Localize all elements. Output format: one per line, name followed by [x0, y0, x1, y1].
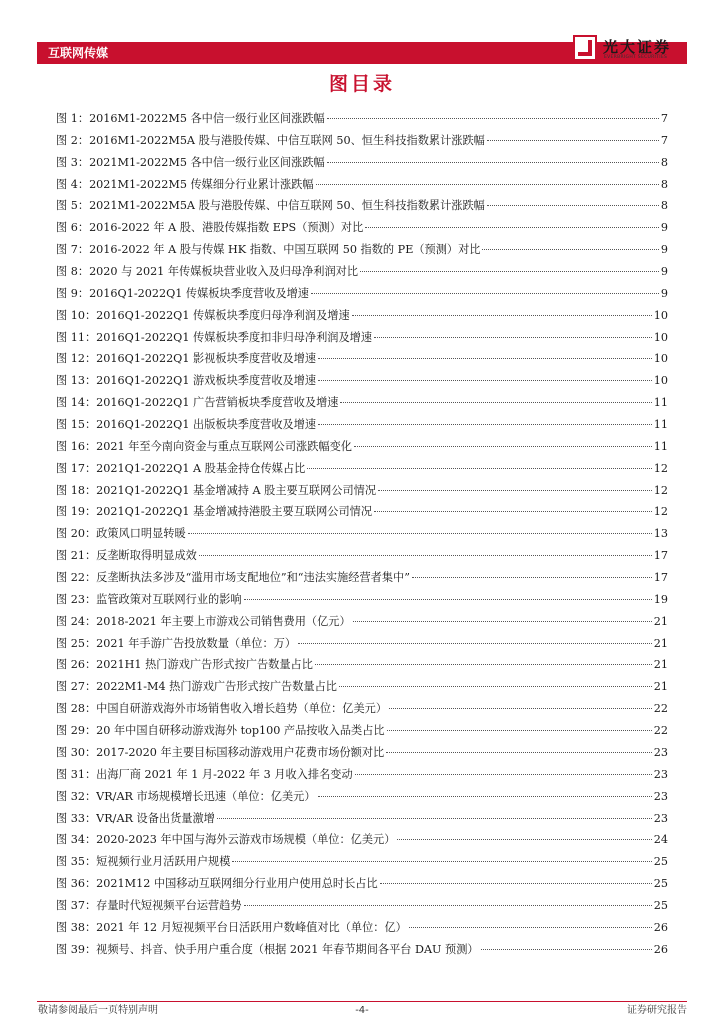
- toc-entry[interactable]: [56, 873, 668, 895]
- toc-entry-number: 图 34：: [56, 833, 97, 847]
- toc-entry-title: 反垄断取得明显成效: [96, 549, 197, 563]
- toc-dot-leader: [352, 315, 652, 316]
- toc-entry-title: 2016Q1-2022Q1 广告营销板块季度营收及增速: [96, 396, 339, 410]
- toc-entry-number: 图 21：: [56, 549, 97, 563]
- toc-entry[interactable]: [56, 283, 668, 305]
- toc-entry-page: 26: [653, 942, 668, 956]
- toc-entry-number: 图 10：: [56, 308, 97, 322]
- toc-dot-leader: [387, 730, 652, 731]
- toc-dot-leader: [355, 774, 652, 775]
- toc-entry-page: 11: [653, 439, 668, 453]
- toc-dot-leader: [188, 533, 652, 534]
- toc-entry[interactable]: [56, 611, 668, 633]
- toc-entry-number: 图 1：: [56, 112, 90, 125]
- toc-entry[interactable]: [56, 633, 668, 655]
- toc-entry-page: 25: [653, 898, 668, 912]
- toc-entry-title: 2017-2020 年主要目标国移动游戏用户花费市场份额对比: [96, 745, 385, 759]
- toc-entry[interactable]: [56, 370, 668, 392]
- toc-entry-page: 9: [660, 265, 668, 279]
- toc-entry-title: 2016M1-2022M5 各中信一级行业区间涨跌幅: [89, 112, 325, 125]
- toc-entry[interactable]: [56, 698, 668, 720]
- toc-dot-leader: [327, 162, 659, 163]
- toc-dot-leader: [487, 205, 659, 206]
- toc-entry[interactable]: [56, 261, 668, 283]
- toc-entry-number: 图 2：: [56, 133, 90, 147]
- toc-entry-number: 图 32：: [56, 789, 97, 803]
- toc-entry-page: 8: [660, 177, 668, 191]
- brand-name-en: EVERBRIGHT SECURITIES: [604, 55, 668, 60]
- toc-entry-number: 图 19：: [56, 505, 97, 519]
- toc-entry-page: 17: [653, 549, 668, 563]
- toc-entry-title: 2021 年 12 月短视频平台日活跃用户数峰值对比（单位：亿）: [96, 920, 407, 934]
- toc-entry-page: 22: [653, 702, 668, 716]
- toc-entry-page: 9: [660, 286, 668, 300]
- toc-entry-title: 视频号、抖音、快手用户重合度（根据 2021 年春节期间各平台 DAU 预测）: [96, 942, 479, 956]
- toc-entry-title: 2021M1-2022M5 各中信一级行业区间涨跌幅: [89, 155, 325, 169]
- toc-entry[interactable]: [56, 480, 668, 502]
- toc-entry-number: 图 39：: [56, 942, 97, 956]
- toc-entry-page: 10: [653, 352, 668, 366]
- toc-entry[interactable]: [56, 392, 668, 414]
- toc-dot-leader: [199, 555, 652, 556]
- toc-dot-leader: [298, 643, 652, 644]
- toc-entry-page: 19: [653, 592, 668, 606]
- toc-entry[interactable]: [56, 545, 668, 567]
- toc-entry-number: 图 12：: [56, 352, 97, 366]
- toc-dot-leader: [340, 402, 651, 403]
- toc-entry-number: 图 14：: [56, 396, 97, 410]
- brand-name-cn: 光大证券: [603, 38, 672, 56]
- toc-entry-title: 政策风口明显转暖: [96, 527, 186, 541]
- toc-entry-number: 图 35：: [56, 855, 97, 869]
- toc-entry-number: 图 3：: [56, 155, 90, 169]
- toc-entry-page: 11: [653, 396, 668, 410]
- toc-dot-leader: [482, 249, 658, 250]
- toc-entry-page: 23: [653, 811, 668, 825]
- toc-entry-number: 图 31：: [56, 767, 97, 781]
- header-section-label: 互联网传媒: [48, 46, 109, 60]
- toc-dot-leader: [318, 358, 652, 359]
- toc-entry[interactable]: [56, 764, 668, 786]
- toc-entry-title: 监管政策对互联网行业的影响: [96, 592, 242, 606]
- toc-entry-number: 图 7：: [56, 243, 90, 257]
- toc-entry-title: 2021 年手游广告投放数量（单位：万）: [96, 636, 297, 650]
- toc-entry-number: 图 16：: [56, 439, 97, 453]
- toc-dot-leader: [244, 905, 652, 906]
- toc-dot-leader: [318, 796, 652, 797]
- toc-entry-title: 2021H1 热门游戏广告形式按广告数量占比: [96, 658, 313, 672]
- toc-entry-title: 2016Q1-2022Q1 影视板块季度营收及增速: [96, 352, 317, 366]
- toc-dot-leader: [380, 883, 652, 884]
- toc-entry-page: 17: [653, 571, 668, 585]
- toc-entry-page: 23: [653, 789, 668, 803]
- toc-entry-page: 11: [653, 418, 668, 432]
- toc-entry-title: 2018-2021 年主要上市游戏公司销售费用（亿元）: [96, 614, 351, 628]
- toc-dot-leader: [481, 949, 652, 950]
- toc-dot-leader: [315, 664, 652, 665]
- toc-entry[interactable]: [56, 130, 668, 152]
- footer-disclaimer: 敬请参阅最后一页特别声明: [38, 1005, 158, 1016]
- toc-entry-page: 12: [653, 483, 668, 497]
- toc-entry[interactable]: [56, 414, 668, 436]
- toc-entry-page: 8: [660, 199, 668, 213]
- toc-dot-leader: [487, 140, 659, 141]
- toc-dot-leader: [412, 577, 652, 578]
- figure-list: [56, 108, 668, 961]
- toc-entry-page: 10: [653, 374, 668, 388]
- toc-entry-number: 图 25：: [56, 636, 97, 650]
- toc-dot-leader: [307, 468, 651, 469]
- toc-entry-title: 2021M1-2022M5A 股与港股传媒、中信互联网 50、恒生科技指数累计涨跌幅: [89, 199, 485, 213]
- toc-entry-number: 图 5：: [56, 199, 90, 213]
- toc-entry-title: 2016Q1-2022Q1 出版板块季度营收及增速: [96, 418, 317, 432]
- toc-entry-page: 8: [660, 155, 668, 169]
- toc-dot-leader: [316, 184, 659, 185]
- toc-entry-page: 21: [653, 614, 668, 628]
- toc-entry-page: 21: [653, 658, 668, 672]
- toc-entry[interactable]: [56, 501, 668, 523]
- toc-dot-leader: [397, 839, 651, 840]
- toc-entry-page: 26: [653, 920, 668, 934]
- toc-dot-leader: [232, 861, 651, 862]
- toc-entry-page: 10: [653, 330, 668, 344]
- toc-entry-title: VR/AR 市场规模增长迅速（单位：亿美元）: [96, 789, 316, 803]
- toc-dot-leader: [374, 337, 652, 338]
- toc-entry-number: 图 20：: [56, 527, 97, 541]
- toc-entry-page: 13: [653, 527, 668, 541]
- toc-entry-number: 图 4：: [56, 177, 90, 191]
- footer-divider: [37, 1001, 687, 1002]
- toc-entry[interactable]: [56, 152, 668, 174]
- toc-dot-leader: [318, 424, 652, 425]
- toc-entry-number: 图 37：: [56, 898, 97, 912]
- toc-entry[interactable]: [56, 108, 668, 130]
- toc-dot-leader: [360, 271, 659, 272]
- toc-entry-number: 图 33：: [56, 811, 97, 825]
- toc-entry-title: 2016Q1-2022Q1 游戏板块季度营收及增速: [96, 374, 317, 388]
- toc-entry-number: 图 27：: [56, 680, 97, 694]
- toc-entry-title: 出海厂商 2021 年 1 月-2022 年 3 月收入排名变动: [96, 767, 353, 781]
- toc-dot-leader: [386, 752, 652, 753]
- toc-entry-number: 图 8：: [56, 265, 90, 279]
- toc-entry-page: 21: [653, 636, 668, 650]
- toc-entry-page: 23: [653, 745, 668, 759]
- toc-dot-leader: [217, 818, 652, 819]
- brand-logo: [573, 33, 699, 67]
- toc-entry[interactable]: [56, 786, 668, 808]
- toc-entry[interactable]: [56, 720, 668, 742]
- toc-entry-number: 图 9：: [56, 286, 90, 300]
- toc-entry-title: 2016-2022 年 A 股与传媒 HK 指数、中国互联网 50 指数的 PE（预测）对比: [89, 243, 481, 257]
- toc-entry-number: 图 6：: [56, 221, 90, 235]
- toc-entry[interactable]: [56, 523, 668, 545]
- toc-entry[interactable]: [56, 851, 668, 873]
- toc-entry-title: 短视频行业月活跃用户规模: [96, 855, 231, 869]
- toc-entry-title: 2016-2022 年 A 股、港股传媒指数 EPS（预测）对比: [89, 221, 364, 235]
- toc-entry-number: 图 17：: [56, 461, 97, 475]
- toc-entry-number: 图 13：: [56, 374, 97, 388]
- toc-entry-title: 2021Q1-2022Q1 基金增减持港股主要互联网公司情况: [96, 505, 373, 519]
- toc-entry-page: 22: [653, 724, 668, 738]
- toc-entry[interactable]: [56, 742, 668, 764]
- toc-entry-title: VR/AR 设备出货量激增: [96, 811, 215, 825]
- toc-entry-page: 25: [653, 877, 668, 891]
- toc-entry-page: 25: [653, 855, 668, 869]
- toc-entry-title: 中国自研游戏海外市场销售收入增长趋势（单位：亿美元）: [96, 702, 388, 716]
- toc-entry[interactable]: [56, 567, 668, 589]
- toc-entry[interactable]: [56, 808, 668, 830]
- toc-entry-number: 图 15：: [56, 418, 97, 432]
- toc-entry-title: 2020-2023 年中国与海外云游戏市场规模（单位：亿美元）: [96, 833, 396, 847]
- toc-entry-title: 2021Q1-2022Q1 基金增减持 A 股主要互联网公司情况: [96, 483, 377, 497]
- toc-entry-page: 7: [660, 133, 668, 147]
- toc-entry-number: 图 26：: [56, 658, 97, 672]
- toc-entry[interactable]: [56, 217, 668, 239]
- toc-entry-number: 图 18：: [56, 483, 97, 497]
- toc-entry-number: 图 11：: [56, 330, 97, 344]
- footer-report-type: 证券研究报告: [627, 1005, 687, 1016]
- toc-entry[interactable]: [56, 829, 668, 851]
- toc-dot-leader: [318, 380, 652, 381]
- toc-dot-leader: [354, 446, 652, 447]
- toc-entry-title: 2021Q1-2022Q1 A 股基金持仓传媒占比: [96, 461, 306, 475]
- toc-entry-title: 2016Q1-2022Q1 传媒板块季度营收及增速: [89, 286, 309, 300]
- toc-entry[interactable]: [56, 174, 668, 196]
- toc-entry-page: 7: [660, 112, 668, 125]
- toc-entry[interactable]: [56, 348, 668, 370]
- toc-entry-number: 图 24：: [56, 614, 97, 628]
- toc-dot-leader: [374, 511, 652, 512]
- toc-entry[interactable]: [56, 239, 668, 261]
- toc-dot-leader: [244, 599, 652, 600]
- toc-entry-number: 图 38：: [56, 920, 97, 934]
- toc-entry-title: 存量时代短视频平台运营趋势: [96, 898, 242, 912]
- toc-entry-number: 图 36：: [56, 877, 97, 891]
- toc-entry-title: 2016M1-2022M5A 股与港股传媒、中信互联网 50、恒生科技指数累计涨跌幅: [89, 133, 485, 147]
- toc-dot-leader: [365, 227, 659, 228]
- toc-entry-page: 24: [653, 833, 668, 847]
- toc-entry-number: 图 22：: [56, 571, 97, 585]
- toc-entry[interactable]: [56, 195, 668, 217]
- toc-entry-title: 2016Q1-2022Q1 传媒板块季度扣非归母净利润及增速: [96, 330, 373, 344]
- toc-entry-title: 反垄断执法多涉及“滥用市场支配地位”和“违法实施经营者集中”: [96, 571, 410, 585]
- toc-entry-title: 2016Q1-2022Q1 传媒板块季度归母净利润及增速: [96, 308, 350, 322]
- toc-entry-number: 图 30：: [56, 745, 97, 759]
- toc-entry[interactable]: [56, 436, 668, 458]
- toc-entry[interactable]: [56, 895, 668, 917]
- toc-entry[interactable]: [56, 676, 668, 698]
- toc-entry-number: 图 29：: [56, 724, 97, 738]
- toc-dot-leader: [353, 621, 652, 622]
- toc-entry-page: 9: [660, 243, 668, 257]
- toc-dot-leader: [409, 927, 652, 928]
- toc-entry[interactable]: [56, 305, 668, 327]
- page-number: -4-: [355, 1005, 369, 1016]
- toc-dot-leader: [311, 293, 659, 294]
- toc-dot-leader: [389, 708, 652, 709]
- toc-entry-title: 20 年中国自研移动游戏海外 top100 产品按收入品类占比: [96, 724, 385, 738]
- toc-entry-title: 2022M1-M4 热门游戏广告形式按广告数量占比: [96, 680, 337, 694]
- toc-dot-leader: [378, 490, 652, 491]
- toc-entry-title: 2021M1-2022M5 传媒细分行业累计涨跌幅: [89, 177, 314, 191]
- toc-entry-page: 12: [653, 461, 668, 475]
- toc-entry[interactable]: [56, 589, 668, 611]
- toc-entry-page: 21: [653, 680, 668, 694]
- brand-logo-icon: [573, 35, 597, 61]
- toc-dot-leader: [327, 118, 659, 119]
- toc-entry-title: 2021M12 中国移动互联网细分行业用户使用总时长占比: [96, 877, 378, 891]
- toc-entry-number: 图 28：: [56, 702, 97, 716]
- toc-entry[interactable]: [56, 327, 668, 349]
- toc-entry-page: 12: [653, 505, 668, 519]
- toc-entry[interactable]: [56, 917, 668, 939]
- toc-entry[interactable]: [56, 458, 668, 480]
- toc-entry-number: 图 23：: [56, 592, 97, 606]
- toc-title: 图目录: [328, 73, 395, 95]
- toc-dot-leader: [339, 686, 652, 687]
- toc-entry-page: 10: [653, 308, 668, 322]
- toc-entry-title: 2020 与 2021 年传媒板块营业收入及归母净利润对比: [89, 265, 359, 279]
- toc-entry-page: 23: [653, 767, 668, 781]
- toc-entry[interactable]: [56, 654, 668, 676]
- toc-entry-page: 9: [660, 221, 668, 235]
- toc-entry-title: 2021 年至今南向资金与重点互联网公司涨跌幅变化: [96, 439, 352, 453]
- toc-entry[interactable]: [56, 939, 668, 961]
